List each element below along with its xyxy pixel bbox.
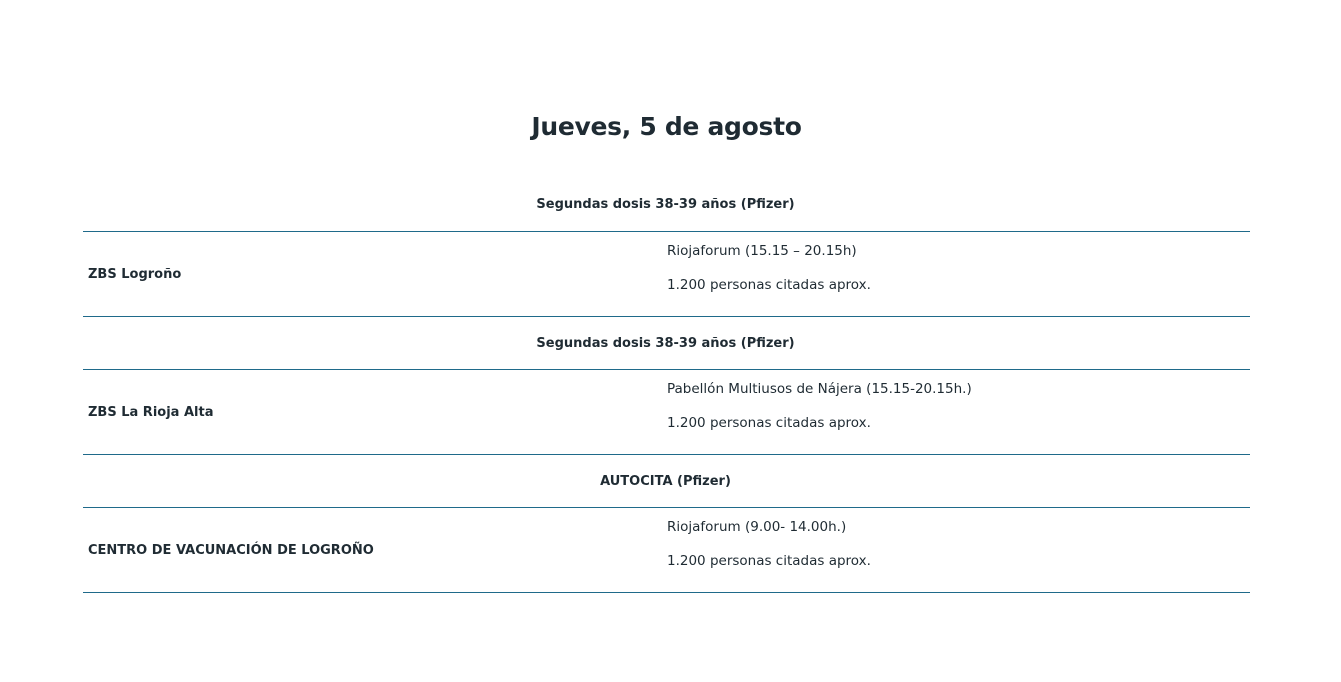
vaccination-schedule-table — [83, 178, 1250, 593]
people-count-text: 1.200 personas citadas aprox. — [667, 277, 871, 293]
section-header: Segundas dosis 38-39 años (Pfizer) — [83, 178, 1250, 232]
zone-details — [667, 370, 1250, 454]
location-text: Riojaforum (15.15 – 20.15h) — [667, 243, 857, 259]
people-count-text: 1.200 personas citadas aprox. — [667, 415, 871, 431]
zone-name: ZBS Logroño — [88, 266, 182, 282]
table-row — [83, 232, 1250, 317]
table-row — [83, 508, 1250, 593]
section-header: Segundas dosis 38-39 años (Pfizer) — [83, 317, 1250, 370]
zone-details — [667, 232, 1250, 316]
zone-details — [667, 508, 1250, 592]
page-title: Jueves, 5 de agosto — [531, 112, 802, 141]
table-row — [83, 370, 1250, 455]
zone-name: ZBS La Rioja Alta — [88, 404, 214, 420]
location-text: Riojaforum (9.00- 14.00h.) — [667, 519, 847, 535]
zone-name: CENTRO DE VACUNACIÓN DE LOGROÑO — [88, 542, 374, 558]
section-header: AUTOCITA (Pfizer) — [83, 455, 1250, 508]
location-text: Pabellón Multiusos de Nájera (15.15-20.15h.) — [667, 381, 972, 397]
people-count-text: 1.200 personas citadas aprox. — [667, 553, 871, 569]
